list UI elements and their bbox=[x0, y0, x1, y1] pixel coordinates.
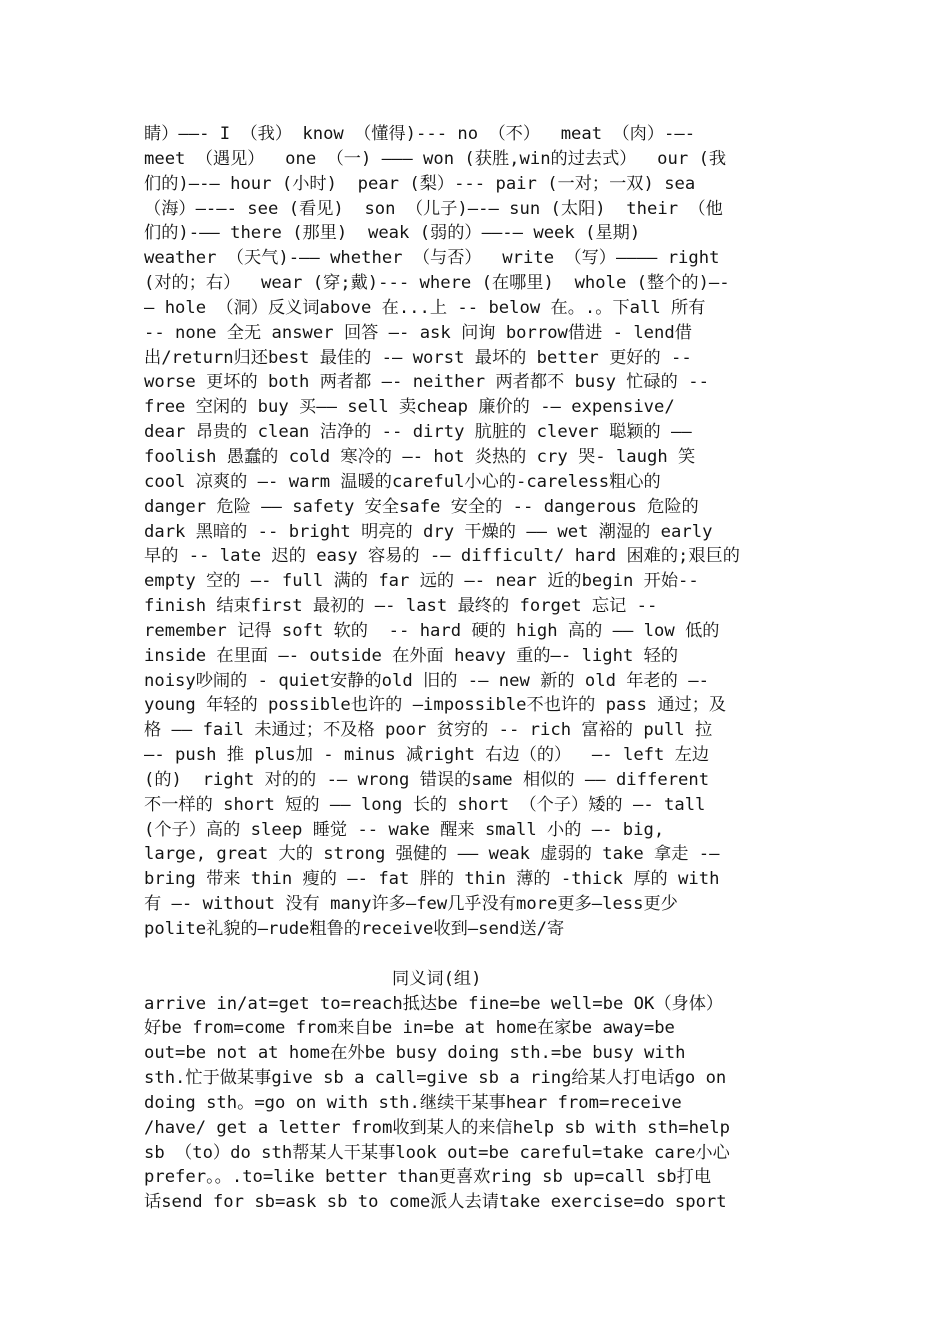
text-line: 们的)-—— there (那里) weak (弱的）——-— week (星期) bbox=[144, 223, 641, 244]
text-line: (的) right 对的的 -— wrong 错误的same 相似的 —— different bbox=[144, 769, 710, 790]
text-line: 们的)—-— hour (小时) pear (梨）--- pair (一对；一双) sea bbox=[144, 173, 696, 194]
text-line: doing sth。=go on with sth.继续干某事hear from=receive bbox=[144, 1092, 682, 1113]
text-line: 不一样的 short 短的 —— long 长的 short （个子）矮的 —- tall bbox=[144, 794, 706, 815]
section-heading-synonyms: 同义词(组) bbox=[392, 968, 482, 989]
text-line: sb （to）do sth帮某人干某事look out=be careful=take care小心 bbox=[144, 1142, 730, 1163]
text-line: finish 结束first 最初的 —- last 最终的 forget 忘记 -- bbox=[144, 596, 658, 617]
text-line: polite礼貌的—rude粗鲁的receive收到—send送/寄 bbox=[144, 919, 565, 939]
paragraph-gap bbox=[144, 942, 808, 967]
text-line: dear 昂贵的 clean 洁净的 -- dirty 肮脏的 clever 聪颖的 —— bbox=[144, 422, 692, 443]
text-line: meet （遇见） one （一) ——— won (获胜,win的过去式） our (我 bbox=[144, 148, 727, 169]
text-line: danger 危险 —— safety 安全safe 安全的 -- dangerous 危险的 bbox=[144, 496, 699, 517]
text-line: 早的 -- late 迟的 easy 容易的 -— difficult/ hard 困难的;艰巨的 bbox=[144, 546, 740, 567]
text-line: prefer。。.to=like better than更喜欢ring sb up=call sb打电 bbox=[144, 1167, 712, 1188]
text-line: 格 —— fail 未通过；不及格 poor 贫穷的 -- rich 富裕的 pull 拉 bbox=[144, 720, 713, 741]
text-line: arrive in/at=get to=reach抵达be fine=be well=be OK（身体） bbox=[144, 993, 724, 1014]
synonyms-section bbox=[144, 992, 808, 1216]
text-line: （海）—-—- see (看见) son （儿子)—-— sun (太阳) their （他 bbox=[144, 198, 723, 219]
text-line: (个子）高的 sleep 睡觉 -- wake 醒来 small 小的 —- big, bbox=[144, 819, 665, 840]
text-line: sth.忙于做某事give sb a call=give sb a ring给某人打电话go on bbox=[144, 1068, 727, 1089]
antonyms-section bbox=[144, 122, 808, 942]
text-line: noisy吵闹的 - quiet安静的old 旧的 -— new 新的 old 年老的 —- bbox=[144, 670, 709, 691]
text-line: — hole （洞）反义词above 在...上 -- below 在。.。下all 所有 bbox=[144, 297, 706, 318]
text-line: large, great 大的 strong 强健的 —— weak 虚弱的 take 拿走 -— bbox=[144, 844, 720, 865]
text-line: 好be from=come from来自be in=be at home在家be away=be bbox=[144, 1018, 675, 1039]
text-line: young 年轻的 possible也许的 —impossible不也许的 pass 通过；及 bbox=[144, 695, 727, 716]
text-line: inside 在里面 —- outside 在外面 heavy 重的—- light 轻的 bbox=[144, 645, 679, 666]
text-line: 有 —- without 没有 many许多—few几乎没有more更多—less更少 bbox=[144, 894, 678, 915]
text-line: —- push 推 plus加 - minus 减right 右边（的） —- left 左边 bbox=[144, 745, 710, 766]
text-line: empty 空的 —- full 满的 far 远的 —- near 近的begin 开始-- bbox=[144, 571, 699, 592]
text-line: worse 更坏的 both 两者都 —- neither 两者都不 busy 忙碌的 -- bbox=[144, 372, 709, 393]
text-line: foolish 愚蠢的 cold 寒冷的 —- hot 炎热的 cry 哭- laugh 笑 bbox=[144, 446, 696, 467]
text-line: 出/return归还best 最佳的 -— worst 最坏的 better 更好的 -- bbox=[144, 347, 692, 368]
text-line: /have/ get a letter from收到某人的来信help sb with sth=help bbox=[144, 1117, 730, 1138]
text-line: -- none 全无 answer 回答 —- ask 问询 borrow借进 - lend借 bbox=[144, 322, 692, 343]
text-line: remember 记得 soft 软的 -- hard 硬的 high 高的 —— low 低的 bbox=[144, 620, 720, 641]
text-line: (对的；右） wear (穿;戴)--- where (在哪里) whole (整个的)—- bbox=[144, 273, 730, 294]
text-line: dark 黑暗的 -- bright 明亮的 dry 干燥的 —— wet 潮湿的 early bbox=[144, 521, 713, 542]
text-line: cool 凉爽的 —- warm 温暖的careful小心的-careless粗心的 bbox=[144, 471, 661, 492]
document-body bbox=[144, 122, 808, 1215]
text-line: weather （天气)-—— whether （与否） write （写）———— right bbox=[144, 248, 720, 269]
text-line: out=be not at home在外be busy doing sth.=be busy with bbox=[144, 1043, 686, 1064]
text-line: 话send for sb=ask sb to come派人去请take exercise=do sport bbox=[144, 1192, 727, 1213]
text-line: free 空闲的 buy 买—— sell 卖cheap 廉价的 -— expensive/ bbox=[144, 397, 675, 418]
text-line: 睛）——- I （我） know （懂得)--- no （不） meat （肉）-—- bbox=[144, 124, 696, 144]
text-line: bring 带来 thin 瘦的 —- fat 胖的 thin 薄的 -thick 厚的 with bbox=[144, 869, 720, 890]
